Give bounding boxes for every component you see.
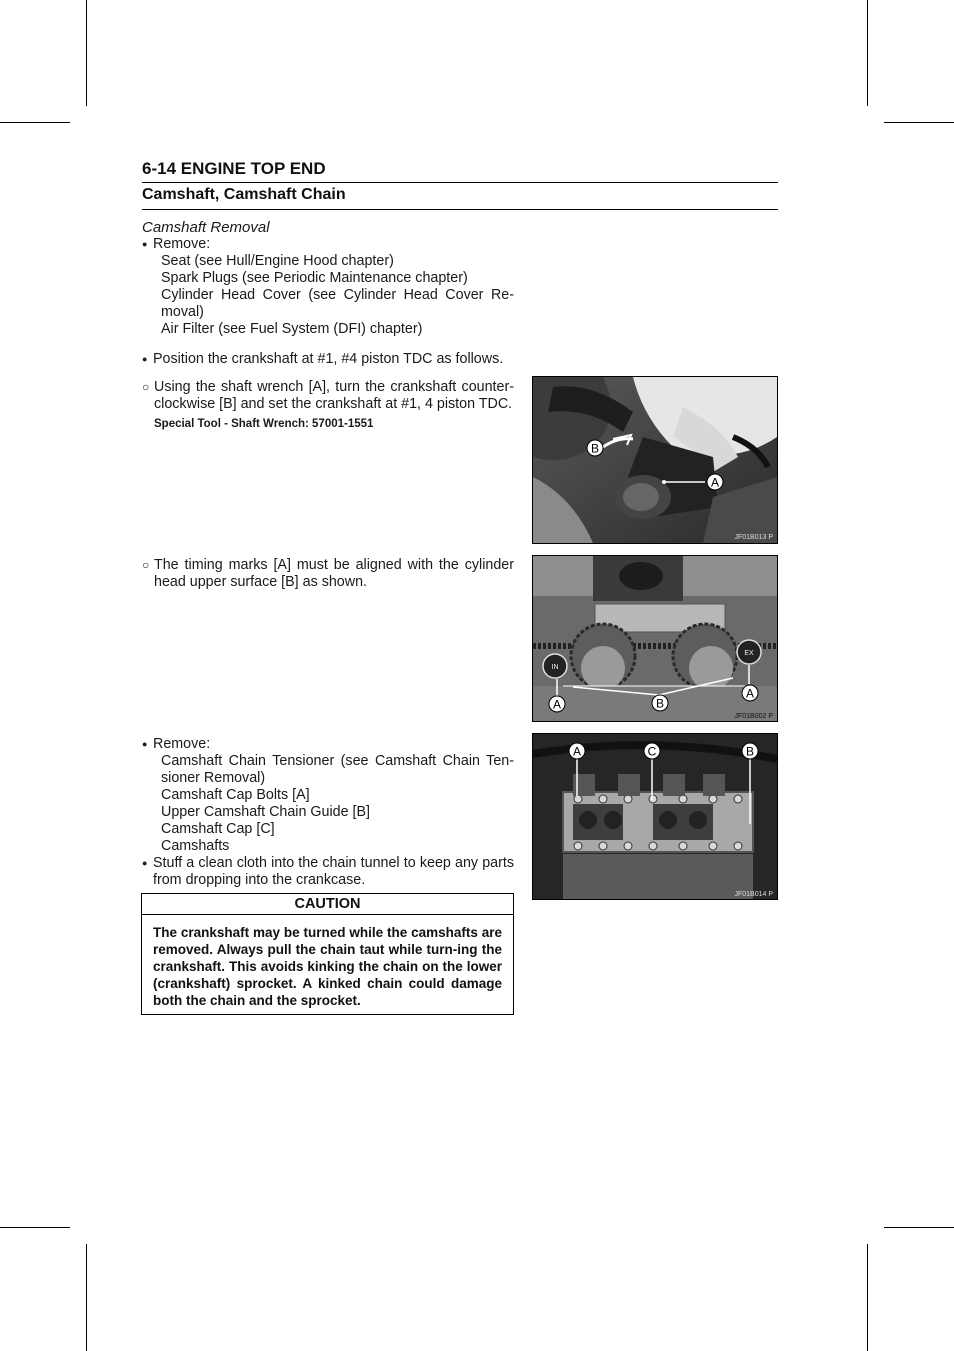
step-remove-label: ● Remove: bbox=[142, 236, 514, 253]
photo-timing-marks bbox=[532, 555, 778, 722]
crop-mark bbox=[86, 1244, 87, 1351]
photo-label: A bbox=[572, 744, 582, 759]
crop-mark bbox=[867, 1244, 868, 1351]
caution-title: CAUTION bbox=[142, 894, 513, 915]
caution-box bbox=[141, 893, 514, 1015]
list-item: Camshaft Chain Tensioner (see Camshaft Chain Ten-sioner Removal) bbox=[161, 753, 514, 786]
photo-label: B bbox=[745, 744, 755, 759]
step-wrench-text: ○ Using the shaft wrench [A], turn the crankshaft counter-clockwise [B] and set the crankshaft at #1, 4 piston TDC. bbox=[142, 379, 514, 413]
list-item: Camshaft Cap Bolts [A] bbox=[161, 787, 310, 803]
crop-mark bbox=[867, 0, 868, 106]
timing-mark-ex: EX bbox=[744, 650, 754, 657]
photo-label: B bbox=[590, 441, 600, 456]
step-timing-text: ○ The timing marks [A] must be aligned with the cylinder head upper surface [B] as shown. bbox=[142, 557, 514, 591]
step-remove-label: ● Remove: bbox=[142, 736, 514, 753]
list-item: Seat (see Hull/Engine Hood chapter) bbox=[161, 253, 394, 269]
photo-label: B bbox=[655, 696, 665, 711]
caution-text: The crankshaft may be turned while the camshafts are removed. Always pull the chain taut while turn-ing the crankshaft. This avoids kinking the chain on the lower (crankshaft) sprocket. A kinked chain could damage both the chain and the sprocket. bbox=[153, 925, 502, 1008]
step-timing bbox=[142, 557, 514, 591]
photo-label: A bbox=[710, 475, 720, 490]
removal-block bbox=[142, 219, 514, 338]
crop-mark bbox=[0, 122, 70, 123]
photo-code: JF01B014 P bbox=[734, 891, 773, 898]
step-position-text: ● Position the crankshaft at #1, #4 piston TDC as follows. bbox=[142, 351, 514, 368]
step-position bbox=[142, 351, 514, 368]
list-item: Upper Camshaft Chain Guide [B] bbox=[161, 804, 370, 820]
timing-mark-in: IN bbox=[551, 664, 559, 671]
photo-label: C bbox=[647, 744, 657, 759]
list-item: Air Filter (see Fuel System (DFI) chapter) bbox=[161, 321, 423, 337]
crop-mark bbox=[0, 1227, 70, 1228]
step-cloth-text: ● Stuff a clean cloth into the chain tunnel to keep any parts from dropping into the crankcase. bbox=[142, 855, 514, 889]
list-item: Camshafts bbox=[161, 838, 230, 854]
step-remove-2 bbox=[142, 736, 514, 889]
procedure-title: Camshaft Removal bbox=[142, 219, 270, 236]
photo-label: A bbox=[745, 686, 755, 701]
photo-code: JF01B002 P bbox=[734, 713, 773, 720]
list-item: Camshaft Cap [C] bbox=[161, 821, 275, 837]
photo-label: A bbox=[552, 697, 562, 712]
crop-mark bbox=[884, 1227, 954, 1228]
list-item: Cylinder Head Cover (see Cylinder Head Cover Re-moval) bbox=[161, 287, 514, 320]
special-tool: Special Tool - Shaft Wrench: 57001-1551 bbox=[154, 418, 374, 430]
page-header bbox=[142, 158, 778, 210]
chapter-title: 6-14 ENGINE TOP END bbox=[142, 158, 778, 183]
photo-camshaft-caps bbox=[532, 733, 778, 900]
photo-shaft-wrench bbox=[532, 376, 778, 544]
step-wrench bbox=[142, 379, 514, 433]
list-item: Spark Plugs (see Periodic Maintenance chapter) bbox=[161, 270, 468, 286]
photo-code: JF01B013 P bbox=[734, 534, 773, 541]
crop-mark bbox=[884, 122, 954, 123]
section-title: Camshaft, Camshaft Chain bbox=[142, 183, 778, 210]
crop-mark bbox=[86, 0, 87, 106]
